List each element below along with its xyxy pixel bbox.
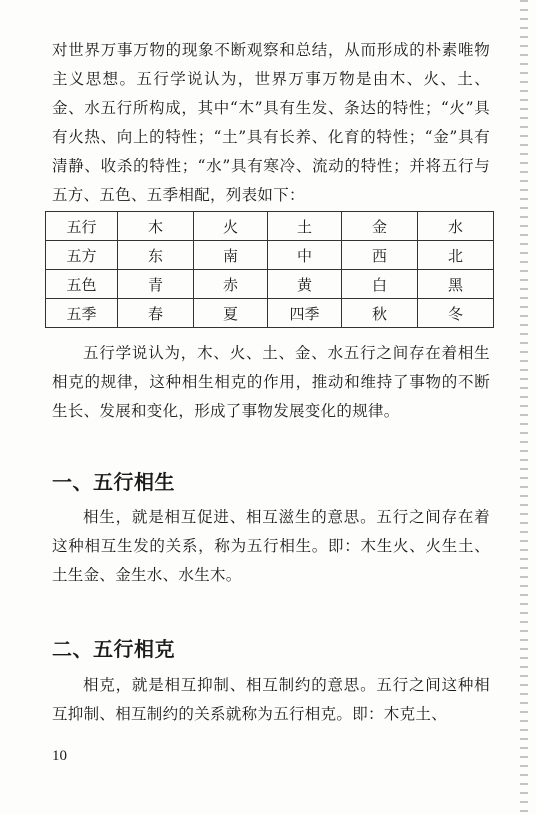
section-heading-mutual-restriction: 二、五行相克 (52, 637, 175, 661)
table-row (46, 241, 494, 270)
table-cell: 木 (118, 212, 194, 241)
row-header: 五季 (46, 299, 118, 328)
table-cell: 夏 (194, 299, 268, 328)
row-header: 五行 (46, 212, 118, 241)
table-cell: 四季 (268, 299, 342, 328)
after-table-paragraph: 五行学说认为，木、火、土、金、水五行之间存在着相生相克的规律，这种相生相克的作用，推动和维持了事物的不断生长、发展和变化，形成了事物发展变化的规律。 (52, 344, 490, 420)
page-edge-shadow (520, 0, 528, 814)
table-cell: 黑 (418, 270, 494, 299)
table-cell: 水 (418, 212, 494, 241)
table-cell: 南 (194, 241, 268, 270)
page-number: 10 (52, 748, 67, 764)
wuxing-correspondence-table (45, 211, 494, 328)
table-cell: 黄 (268, 270, 342, 299)
table-cell: 秋 (342, 299, 418, 328)
table-cell: 青 (118, 270, 194, 299)
table-cell: 土 (268, 212, 342, 241)
table-cell: 西 (342, 241, 418, 270)
row-header: 五色 (46, 270, 118, 299)
mutual-restriction-paragraph: 相克，就是相互抑制、相互制约的意思。五行之间这种相互抑制、相互制约的关系就称为五行相克。即：木克土、 (52, 676, 490, 723)
table-cell: 白 (342, 270, 418, 299)
row-header: 五方 (46, 241, 118, 270)
table-row (46, 212, 494, 241)
table-cell: 火 (194, 212, 268, 241)
intro-paragraph: 对世界万事万物的现象不断观察和总结，从而形成的朴素唯物主义思想。五行学说认为，世界万事万物是由木、火、土、金、水五行所构成，其中“木”具有生发、条达的特性；“火”具有火热、向上的特性；“土”具有长养、化育的特性；“金”具有清静、收杀的特性；“水”具有寒冷、流动的特性；并将五行与五方、五色、五季相配，列表如下： (52, 41, 490, 204)
table-cell: 北 (418, 241, 494, 270)
table-cell: 冬 (418, 299, 494, 328)
table-cell: 金 (342, 212, 418, 241)
table-cell: 春 (118, 299, 194, 328)
table-row (46, 299, 494, 328)
table-row (46, 270, 494, 299)
table-cell: 中 (268, 241, 342, 270)
mutual-generation-paragraph: 相生，就是相互促进、相互滋生的意思。五行之间存在着这种相互生发的关系，称为五行相生。即：木生火、火生土、土生金、金生水、水生木。 (52, 508, 490, 584)
section-heading-mutual-generation: 一、五行相生 (52, 470, 175, 494)
table-cell: 东 (118, 241, 194, 270)
table-cell: 赤 (194, 270, 268, 299)
